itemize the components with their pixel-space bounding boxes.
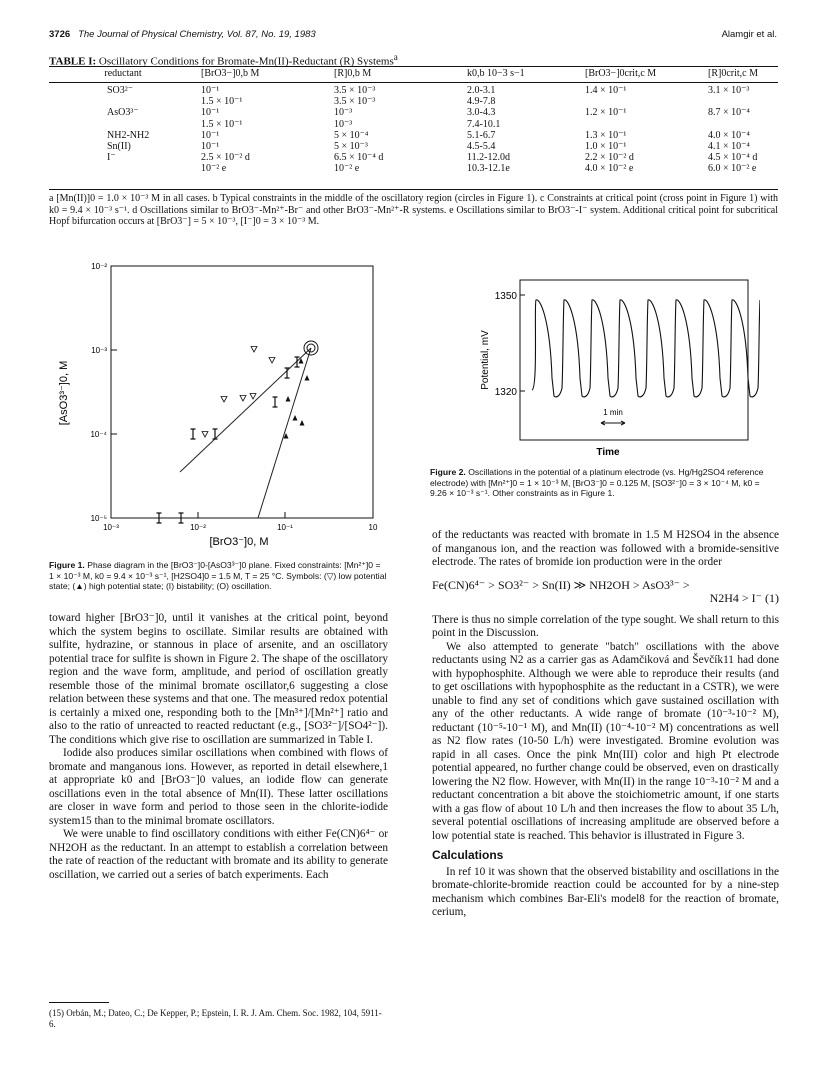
equation-1 [432,579,779,606]
fig1-ylabel: [AsO3³⁻]0, M [58,360,70,426]
fig2-ytick-label: 1320 [494,387,517,398]
table-1 [49,67,778,175]
table-cell: 10⁻³ 10⁻³ [334,107,353,130]
table-cell: 1.3 × 10⁻¹ [585,129,627,141]
figure-2-potential-trace [470,278,760,468]
fig1-xlabel: [BrO3⁻]0, M [209,536,269,548]
fig1-ytick-label: 10⁻⁵ [90,514,107,523]
table-footnote: a [Mn(II)]0 = 1.0 × 10⁻³ M in all cases. b Typical constraints in the middle of the oscillatory region (circles in Figure 1). c Constraints at critical point (cross point in Figure 1) with k0 = 9.4 × 10⁻³ s⁻¹. d Oscillations similar to BrO3⁻-Mn²⁺-Br⁻ and other BrO3⁻-Mn²⁺-R systems. e Oscillations similar to BrO3⁻-I⁻ system. Additional critical point for subcritical Hopf bifurcation occurs at [BrO3⁻] = 5 × 10⁻³, [I⁻]0 = 3 × 10⁻³ M. [49,193,778,227]
table-row [49,107,778,129]
page-number: 3726 [49,29,71,40]
equation-line: Fe(CN)6⁴⁻ > SO3²⁻ > Sn(II) ≫ NH2OH > AsO3³⁻ > [432,577,690,592]
table-cell: 1.4 × 10⁻¹ [585,85,627,96]
fig2-caption-label: Figure 2. [430,467,466,477]
table-row [49,141,778,152]
paragraph: Iodide also produces similar oscillations when combined with flows of bromate and manganous ions. However, as reported in detail elsewhere,1 at appropriate k0 and [BrO3⁻]0 values, an iodide flow can generate oscillations even in the total absence of Mn(II). These latter oscillations are closer in wave form and period to those seen in the chlorite-iodide system15 than to the minimal bromate oscillators. [49,747,388,827]
table-caption: TABLE I: Oscillatory Conditions for Bromate-Mn(II)-Reductant (R) Systems$^a$ [49,52,398,68]
table-cell: Sn(II) [107,141,131,153]
fig1-low-state-marker [202,432,208,438]
paragraph: toward higher [BrO3⁻]0, until it vanishes at the critical point, beyond which the system begins to oscillate. Similar results are obtained with sulfite, hydrazine, or stannous in place of arsenite, and an oscillatory potential trace for sulfite is shown in Figure 2. The shape of the oscillatory region and the wave form, amplitude, and period of oscillation greatly resemble those of the minimal bromate oscillator,6 suggesting a close relation between these systems and that one. The measured redox potential is certainly a mixed one, responding both to the [Mn³⁺]/[Mn²⁺] ratio and also to the ratio of unreacted to reacted reductant (e.g., [SO3²⁻]/[SO4²⁻]). The conditions which give rise to oscillation are summarized in Table I. [49,612,388,746]
table-cell: 10⁻¹ 1.5 × 10⁻¹ [201,85,243,108]
table-cell: 8.7 × 10⁻⁴ [708,107,750,119]
table-cell: 10⁻¹ [201,141,220,153]
fig1-xtick-label: 10⁻² [190,523,206,532]
fig2-scale-label: 1 min [603,408,623,417]
col-header: [BrO3−]0crit,c M [585,68,657,79]
table-cell: NH2-NH2 [107,129,150,141]
fig1-bistability-marker [295,357,300,367]
fig2-caption-text: Oscillations in the potential of a platinum electrode (vs. Hg/Hg2SO4 reference electrode) with [Mn²⁺]0 = 1 × 10⁻³ M, [BrO3⁻]0 = 0.125 M, [SO3²⁻]0 = 3 × 10⁻⁴ M, k0 = 9.26 × 10⁻³ s⁻¹. Other constraints as in Figure 1. [430,467,764,498]
reference-15: (15) Orbán, M.; Dateo, C.; De Kepper, P.; Epstein, I. R. J. Am. Chem. Soc. 1982, 104, 5911-6. [49,1008,382,1029]
equation-line: N2H4 > I⁻ (1) [709,591,779,605]
paragraph: We were unable to find oscillatory conditions with either Fe(CN)6⁴⁻ or NH2OH as the reductant. In an attempt to establish a correlation between the rate of reaction of the reductant with bromate and its ability to generate oscillation, we carried out a series of batch experiments. Each [49,828,388,881]
fig1-caption-label: Figure 1. [49,560,85,570]
col-header: [R]0crit,c M [708,68,758,79]
table-header-row [49,67,778,81]
table-cell: 1.2 × 10⁻¹ [585,107,627,119]
fig1-xtick-label: 10⁻¹ [277,523,293,532]
fig1-low-state-marker [251,347,257,353]
table-cell: SO3²⁻ [107,85,134,96]
fig1-high-state-marker [305,375,310,381]
fig2-ytick-label: 1350 [494,291,517,302]
col-header: [BrO3−]0,b M [201,68,260,79]
figure-2-caption [430,467,778,499]
table-cell: I⁻ [107,152,116,164]
running-header-authors: Alamgir et al. [721,29,777,40]
paragraph: There is thus no simple correlation of the type sought. We shall return to this point in the Discussion. [432,613,779,639]
table-cell: AsO3³⁻ [107,107,139,119]
col-header: [R]0,b M [334,68,372,79]
figure-1-phase-diagram [49,258,389,558]
col-header: reductant [104,68,142,79]
fig2-oscillation-trace [532,300,760,397]
fig1-high-state-marker [293,415,298,421]
running-header [49,29,316,40]
table-cell: 4.1 × 10⁻⁴ [708,141,750,153]
table-cell: 1.0 × 10⁻¹ [585,141,627,153]
right-column-text [432,529,779,920]
table-row [49,152,778,174]
section-heading: Calculations [432,848,504,862]
fig1-plot-frame [111,266,373,518]
table-cell: 10⁻¹ 1.5 × 10⁻¹ [201,107,243,130]
journal-citation: The Journal of Physical Chemistry, Vol. 87, No. 19, 1983 [78,29,316,40]
table-cell: 2.2 × 10⁻² d 4.0 × 10⁻² e [585,152,634,175]
table-cell: 11.2-12.0d 10.3-12.1e [467,152,510,175]
paragraph: In ref 10 it was shown that the observed bistability and oscillations in the bromate-chlorite-bromide reaction could be accounted for by a nine-step mechanism which combines Bar-Eli's model8 for the reaction of bromate, cerium, [432,865,779,918]
fig1-caption-text: Phase diagram in the [BrO3⁻]0-[AsO3³⁻]0 plane. Fixed constraints: [Mn²⁺]0 = 1 × 10⁻³ M, k0 = 9.4 × 10⁻³ s⁻¹, [H2SO4]0 = 1.5 M, T = 25 °C. Symbols: (▽) low potential state; (▲) high potential state; (I) bistability; (O) oscillation. [49,560,387,591]
table-bottom-rule [49,189,778,190]
table-title: Oscillatory Conditions for Bromate-Mn(II)-Reductant (R) Systems [98,55,394,68]
table-cell: 5.1-6.7 [467,129,496,141]
table-row [49,130,778,141]
table-cell: 4.5-5.4 [467,141,496,153]
paragraph: We also attempted to generate "batch" oscillations with the above reductants using N2 as a carrier gas as Adamčiková and Ševčík11 had done with hypophosphite. Although we were able to reproduce their results (and to get oscillations with hypophosphite as the reductant in a CSTR), we were unable to find any set of conditions which gave sustained oscillation with any of the other reductants. A wide range of bromate (10⁻³-10⁻² M), reductant (10⁻⁵-10⁻¹ M), and Mn(II) (10⁻⁴-10⁻² M) concentrations as well as N2 flow rates (10-50 L/h) were investigated. Bromine evolution was rapid in all cases. Once the pink Mn(III) color and high Pt electrode potential appeared, no further change could be observed, even on drastically lowering the N2 flow. However, with Mn(II) in the range 10⁻³-10⁻² M and a reductant concentration a bit above the stoichiometric amount, if one starts with a gas flow of about 10 L/h and then increases the flow to about 35 L/h, several potential oscillations of increasing amplitude are observed before a low potential state is reached. This behavior is illustrated in Figure 3. [432,640,779,842]
table-label: TABLE I: [49,55,97,68]
table-cell: 3.1 × 10⁻³ [708,85,750,96]
fig1-low-state-marker [240,396,246,402]
table-cell: 6.5 × 10⁻⁴ d 10⁻² e [334,152,384,175]
fig2-xlabel: Time [596,447,620,458]
table-cell: 2.0-3.1 4.9-7.8 [467,85,496,108]
table-cell: 10⁻¹ [201,129,220,141]
fig1-xtick-label: 10⁻³ [103,523,119,532]
fig1-low-state-marker [269,358,275,364]
table-cell: 2.5 × 10⁻² d 10⁻² e [201,152,250,175]
table-cell: 4.5 × 10⁻⁴ d 6.0 × 10⁻² e [708,152,758,175]
table-cell: 5 × 10⁻³ [334,141,368,153]
fig1-high-state-marker [300,420,305,426]
fig1-xtick-label: 10 [368,523,378,532]
table-cell: 5 × 10⁻⁴ [334,129,369,141]
col-header: k0,b 10−3 s−1 [467,68,525,79]
footnote-rule [49,1002,109,1003]
table-row [49,85,778,107]
fig1-ytick-label: 10⁻⁴ [90,430,107,439]
fig2-ylabel: Potential, mV [480,330,491,390]
table-cell: 4.0 × 10⁻⁴ [708,129,750,141]
fig1-low-state-marker [250,394,256,400]
fig1-ytick-label: 10⁻³ [91,346,107,355]
paragraph: of the reductants was reacted with bromate in 1.5 M H2SO4 in the absence of manganous ion, and the reaction was followed with a bromide-sensitive electrode. The rates of bromide ion production were in the order [432,529,779,568]
fig1-bistability-marker [191,429,196,439]
left-column-text [49,612,388,882]
table-cell: 3.0-4.3 7.4-10.1 [467,107,501,130]
table-cell: 3.5 × 10⁻³ 3.5 × 10⁻³ [334,85,376,108]
fig2-plot-frame [520,280,748,440]
fig1-high-state-marker [286,396,291,402]
figure-1-caption [49,560,387,592]
fig1-bistability-marker [273,397,278,407]
fig1-low-state-marker [221,397,227,403]
fig1-ytick-label: 10⁻² [91,262,107,271]
